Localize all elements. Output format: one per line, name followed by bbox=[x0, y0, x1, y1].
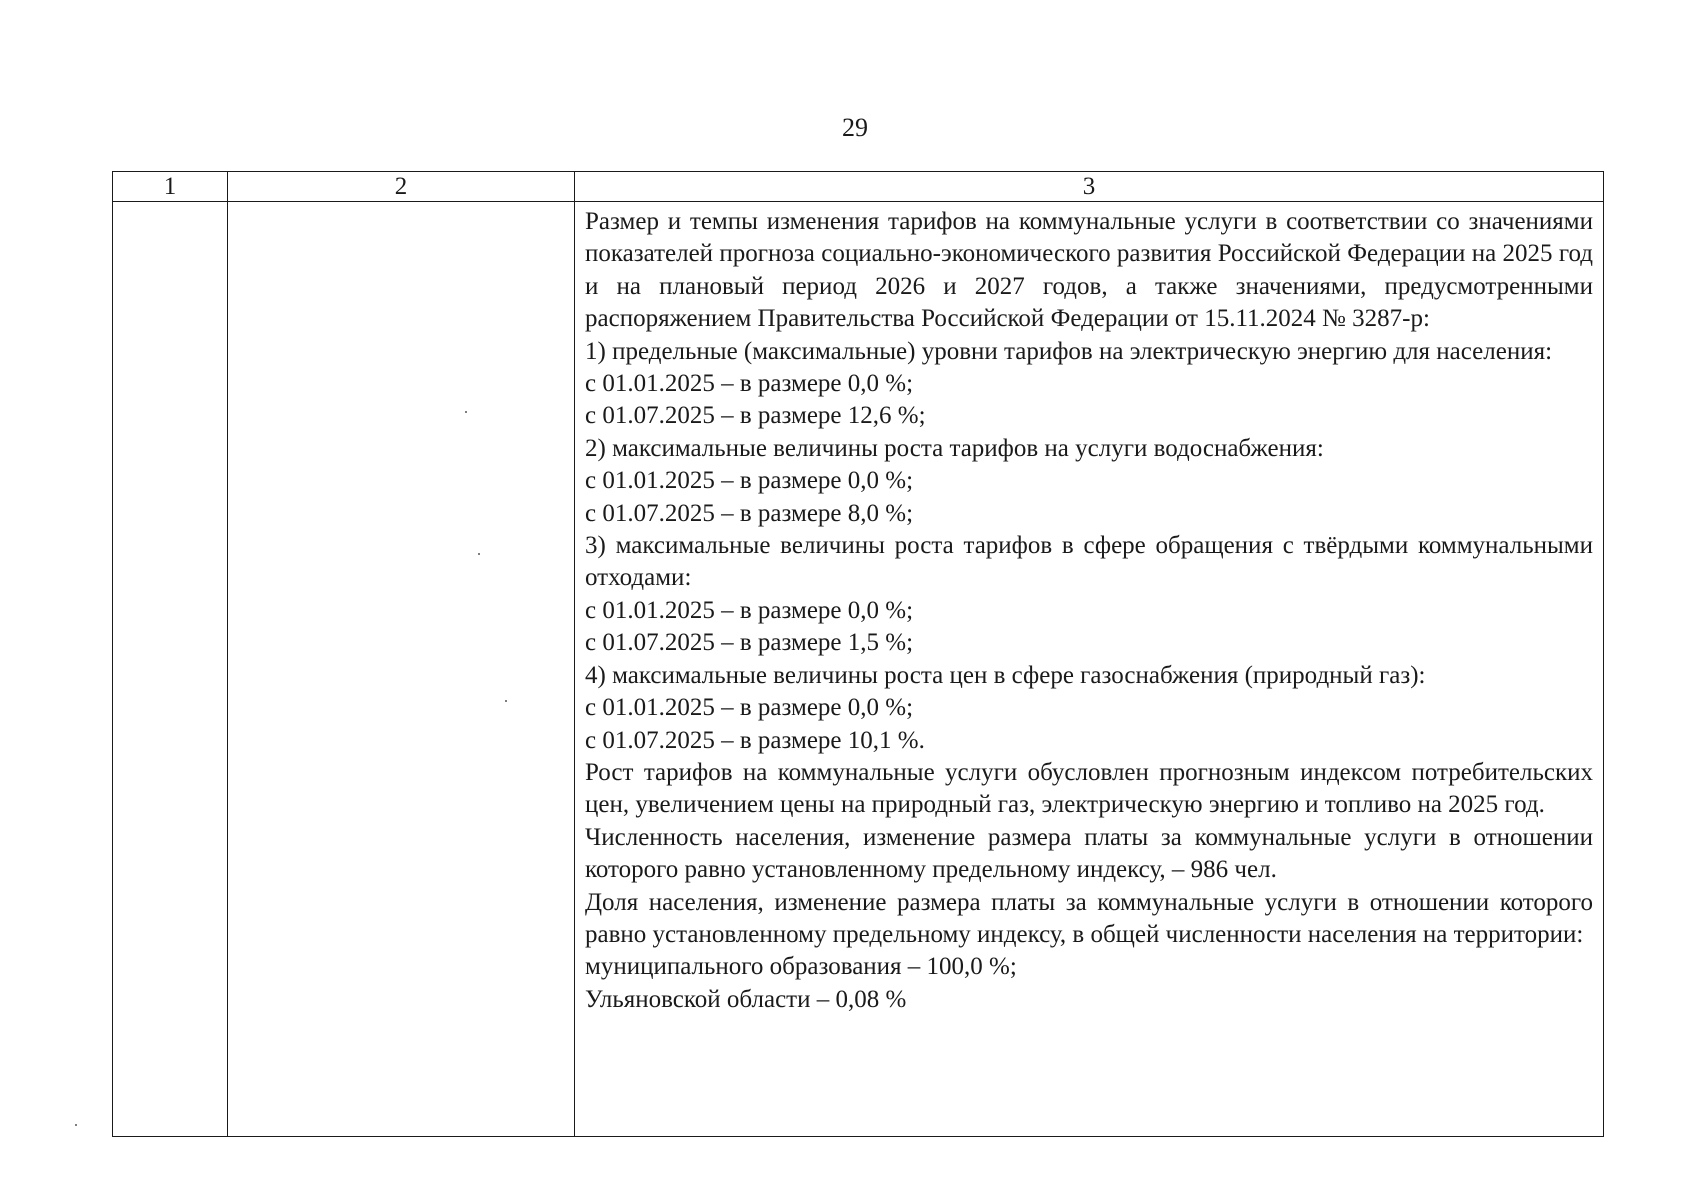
paragraph-item-1-jan: с 01.01.2025 – в размере 0,0 %; bbox=[585, 370, 914, 398]
cell-col-1 bbox=[113, 202, 228, 1137]
table-row bbox=[113, 202, 1604, 1137]
paragraph-item-1: 1) предельные (максимальные) уровни тарифов на электрическую энергию для населения: bbox=[585, 337, 1553, 365]
tariff-table bbox=[112, 171, 1604, 1137]
cell-col-3 bbox=[575, 202, 1604, 1137]
tariff-description bbox=[575, 202, 1603, 1016]
paragraph-population-count: Численность населения, изменение размера платы за коммунальные услуги в отношении которого равно установленному предельному индексу, – 986 чел. bbox=[585, 823, 1593, 884]
paragraph-item-3: 3) максимальные величины роста тарифов в сфере обращения с твёрдыми коммунальными отходами: bbox=[585, 532, 1593, 592]
paragraph-item-3-jan: с 01.01.2025 – в размере 0,0 %; bbox=[585, 596, 914, 624]
paragraph-growth-reason: Рост тарифов на коммунальные услуги обусловлен прогнозным индексом потребительских цен, увеличением цены на природный газ, электрическую энергию и топливо на 2025 год. bbox=[585, 758, 1593, 819]
table-header-row bbox=[113, 172, 1604, 202]
column-header-2: 2 bbox=[228, 172, 575, 202]
scan-speck bbox=[75, 1124, 77, 1126]
column-header-1: 1 bbox=[113, 172, 228, 202]
paragraph-share-region: Ульяновской области – 0,08 % bbox=[585, 985, 907, 1013]
paragraph-item-4: 4) максимальные величины роста цен в сфере газоснабжения (природный газ): bbox=[585, 661, 1426, 689]
paragraph-share-municipal: муниципального образования – 100,0 %; bbox=[585, 953, 1017, 981]
paragraph-intro: Размер и темпы изменения тарифов на коммунальные услуги в соответствии со значениями показателей прогноза социально-экономического развития Российской Федерации на 2025 год и на плановый период 2026 и 2027 годов, а также значениями, предусмотренными распоряжением Правительства Российской Федерации от 15.11.2024 № 3287-р: bbox=[585, 208, 1593, 333]
paragraph-item-4-jul: с 01.07.2025 – в размере 10,1 %. bbox=[585, 726, 925, 754]
paragraph-item-3-jul: с 01.07.2025 – в размере 1,5 %; bbox=[585, 629, 914, 657]
paragraph-item-4-jan: с 01.01.2025 – в размере 0,0 %; bbox=[585, 694, 914, 722]
paragraph-population-share: Доля населения, изменение размера платы за коммунальные услуги в отношении которого равно установленному предельному индексу, в общей численности населения на территории: bbox=[585, 888, 1593, 948]
page-number: 29 bbox=[842, 113, 868, 142]
cell-col-2 bbox=[228, 202, 575, 1137]
scan-speck bbox=[478, 553, 480, 555]
scan-speck bbox=[505, 700, 507, 702]
paragraph-item-2: 2) максимальные величины роста тарифов на услуги водоснабжения: bbox=[585, 434, 1324, 462]
paragraph-item-1-jul: с 01.07.2025 – в размере 12,6 %; bbox=[585, 402, 926, 430]
column-header-3: 3 bbox=[575, 172, 1604, 202]
paragraph-item-2-jul: с 01.07.2025 – в размере 8,0 %; bbox=[585, 499, 914, 527]
scan-speck bbox=[465, 411, 467, 413]
paragraph-item-2-jan: с 01.01.2025 – в размере 0,0 %; bbox=[585, 467, 914, 495]
